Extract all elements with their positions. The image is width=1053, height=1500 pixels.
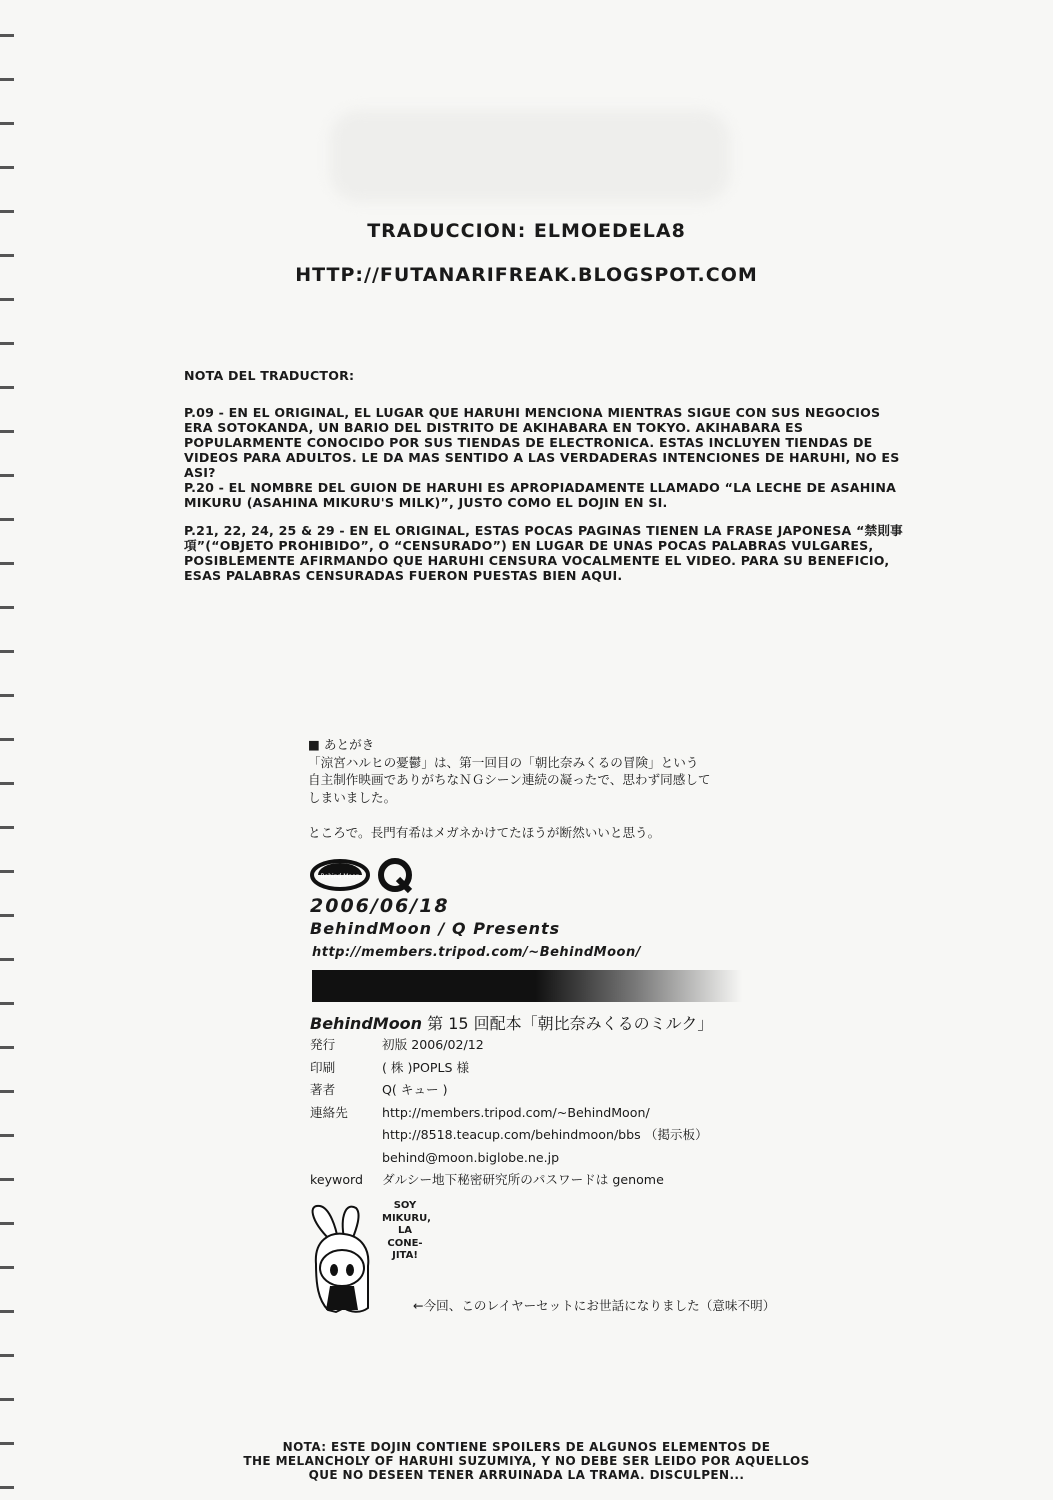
site-url: http://members.tripod.com/~BehindMoon/: [312, 945, 641, 960]
gradient-bar: [312, 970, 742, 1002]
colophon-row: [310, 1124, 740, 1147]
afterword-line: 「涼宮ハルヒの憂鬱」は、第一回目の「朝比奈みくるの冒険」という: [308, 754, 699, 770]
colophon-value: http://members.tripod.com/~BehindMoon/: [382, 1104, 650, 1120]
colophon-brand: BehindMoon: [310, 1014, 423, 1033]
colophon-value: 初版 2006/02/12: [382, 1037, 484, 1052]
afterword-heading: ■ あとがき: [308, 737, 375, 752]
colophon-value: behind@moon.biglobe.ne.jp: [382, 1149, 560, 1165]
colophon-title: [310, 1011, 713, 1034]
release-date: 2006/06/18: [310, 895, 450, 917]
spoiler-note-line: THE MELANCHOLY OF HARUHI SUZUMIYA, Y NO DEBE SER LEIDO POR AQUELLOS: [243, 1454, 810, 1468]
logo-q-letter: Q: [394, 879, 396, 880]
colophon-key: 発行: [310, 1037, 336, 1052]
bubble-line: SOY: [393, 1200, 417, 1211]
colophon-table: [310, 1034, 740, 1192]
colophon-row: [310, 1169, 740, 1192]
colophon-key: [310, 1147, 382, 1170]
colophon-key: 印刷: [310, 1059, 336, 1075]
speech-bubble: [382, 1200, 431, 1298]
colophon-value: ( 株 )POPLS 様: [382, 1059, 470, 1075]
spoiler-note: [0, 1440, 1053, 1482]
bubble-line: CONE-: [387, 1237, 423, 1249]
translation-credit: TRADUCCION: ELMOEDELA8: [367, 220, 686, 242]
presents-line: BehindMoon / Q Presents: [310, 919, 561, 938]
erased-area: [330, 110, 730, 202]
bubble-line: JITA!: [392, 1250, 418, 1261]
translator-note-paragraph: P.20 - EL NOMBRE DEL GUION DE HARUHI ES APROPIADAMENTE LLAMADO “LA LECHE DE ASAHINA MIKURU (ASAHINA MIKURU'S MILK)”, JUSTO COMO EL DOJIN EN SI.: [184, 480, 897, 510]
colophon-row: [310, 1102, 740, 1125]
bubble-line: LA: [397, 1225, 413, 1236]
colophon-row: [310, 1034, 740, 1057]
blog-url: HTTP://FUTANARIFREAK.BLOGSPOT.COM: [295, 264, 758, 286]
colophon-value: ダルシー地下秘密研究所のパスワードは genome: [382, 1172, 664, 1187]
colophon-row: [310, 1057, 740, 1080]
spoiler-note-line: QUE NO DESEEN TENER ARRUINADA LA TRAMA. DISCULPEN...: [308, 1468, 745, 1482]
colophon-key: 連絡先: [310, 1104, 348, 1120]
colophon-row: [310, 1079, 740, 1102]
bubble-line: MIKURU,: [382, 1212, 431, 1224]
logo-text: Behind Moon: [320, 873, 360, 880]
translator-note-paragraph: P.21, 22, 24, 25 & 29 - EN EL ORIGINAL, ESTAS POCAS PAGINAS TIENEN LA FRASE JAPONESA “禁則事項”(“OBJETO PROHIBIDO”, O “CENSURADO”) EN LUGAR DE UNAS POCAS PALABRAS VULGARES, POSIBLEMENTE AFIRMANDO QUE HARUHI CENSURA VOCALMENTE EL VIDEO. PARA SU BENEFICIO, ESAS PALABRAS CENSURADAS FUERON PUESTAS BIEN AQUI.: [184, 523, 903, 583]
afterword-line: しまいました。: [308, 789, 397, 805]
afterword-line: 自主制作映画でありがちなＮＧシーン連続の凝ったで、思わず同感して: [308, 772, 711, 787]
afterword: [308, 736, 748, 842]
translator-note-paragraph: P.09 - EN EL ORIGINAL, EL LUGAR QUE HARUHI MENCIONA MIENTRAS SIGUE CON SUS NEGOCIOS ERA SOTOKANDA, UN BARIO DEL DISTRITO DE AKIHABARA EN TOKYO. AKIHABARA ES POPULARMENTE CONOCIDO POR SUS TIENDAS DE ELECTRONICA. ESTAS INCLUYEN TIENDAS DE VIDEOS PARA ADULTOS. LE DA MAS SENTIDO A LAS VERDADERAS INTENCIONES DE HARUHI, NO ES ASI?: [184, 405, 900, 480]
afterword-closing: ところで。長門有希はメガネかけてたほうが断然いいと思う。: [308, 825, 661, 840]
colophon-key: [310, 1124, 382, 1147]
colophon-key: 著者: [310, 1082, 336, 1097]
colophon-value: Q( キュー ): [382, 1082, 448, 1097]
spoiler-note-line: NOTA: ESTE DOJIN CONTIENE SPOILERS DE ALGUNOS ELEMENTOS DE: [282, 1440, 771, 1454]
colophon-value: http://8518.teacup.com/behindmoon/bbs （掲示板）: [382, 1127, 708, 1142]
illustration-caption: ←今回、このレイヤーセットにお世話になりました（意味不明）: [413, 1298, 776, 1313]
colophon-key: keyword: [310, 1172, 364, 1187]
circle-logo: [310, 853, 420, 897]
colophon-row: [310, 1147, 740, 1170]
translator-note-title: NOTA DEL TRADUCTOR:: [184, 368, 355, 383]
colophon-title-text: 第 15 回配本「朝比奈みくるのミルク」: [422, 1014, 714, 1033]
